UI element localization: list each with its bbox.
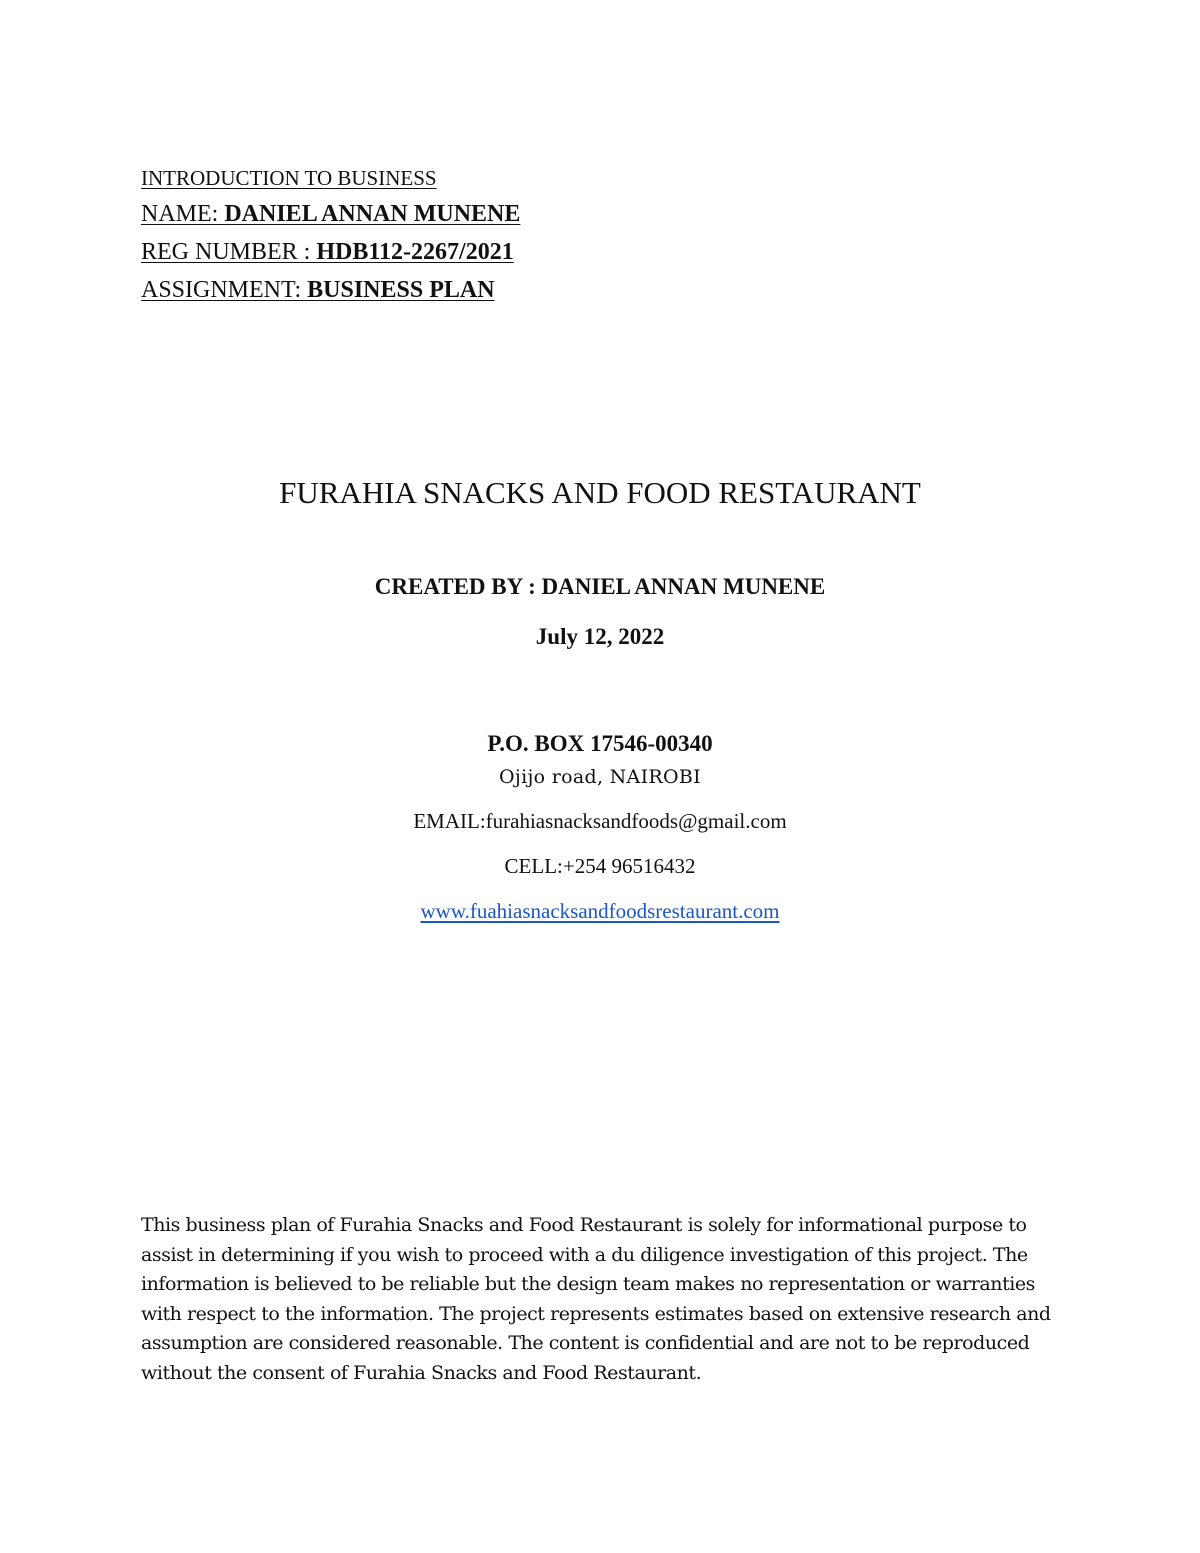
student-name-line	[141, 201, 520, 228]
reg-value: HDB112-2267/2021	[316, 239, 514, 265]
document-title: FURAHIA SNACKS AND FOOD RESTAURANT	[279, 475, 921, 510]
course-title: INTRODUCTION TO BUSINESS	[141, 166, 437, 190]
name-label: NAME:	[141, 201, 225, 227]
disclaimer-line: information is believed to be reliable but the design team makes no representation or warranties	[141, 1273, 1035, 1295]
disclaimer-line: without the consent of Furahia Snacks and Food Restaurant.	[141, 1361, 702, 1384]
assignment-value: BUSINESS PLAN	[307, 277, 495, 303]
reg-label: REG NUMBER :	[141, 239, 317, 265]
disclaimer-line: This business plan of Furahia Snacks and Food Restaurant is solely for informational purpose to	[141, 1214, 1027, 1236]
disclaimer-line: with respect to the information. The project represents estimates based on extensive research and	[141, 1302, 1051, 1325]
disclaimer-line: assist in determining if you wish to proceed with a du diligence investigation of this project. The	[141, 1243, 1028, 1266]
name-value: DANIEL ANNAN MUNENE	[224, 201, 521, 227]
street-address: Ojijo road, NAIROBI	[499, 766, 701, 788]
document-date: July 12, 2022	[535, 624, 665, 649]
cell-line: CELL:+254 96516432	[504, 854, 696, 878]
course-heading	[141, 166, 437, 191]
email-line: EMAIL:furahiasnacksandfoods@gmail.com	[413, 809, 787, 833]
created-by: CREATED BY : DANIEL ANNAN MUNENE	[374, 574, 826, 599]
reg-number-line	[141, 239, 514, 266]
assignment-line	[141, 277, 495, 304]
disclaimer-line: assumption are considered reasonable. The content is confidential and are not to be reproduced	[141, 1332, 1030, 1354]
assignment-label: ASSIGNMENT:	[141, 277, 308, 303]
po-box: P.O. BOX 17546-00340	[487, 731, 713, 756]
website-link[interactable]: www.fuahiasnacksandfoodsrestaurant.com	[420, 899, 780, 923]
disclaimer-paragraph	[141, 1211, 1061, 1388]
